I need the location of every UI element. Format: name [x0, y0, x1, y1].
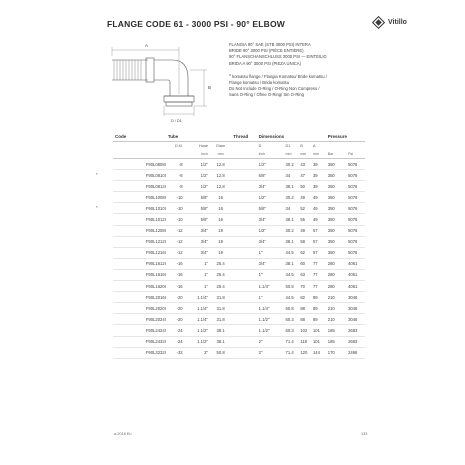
cell-hose: 3/4"	[183, 225, 208, 236]
unit-d1: mm	[286, 150, 301, 159]
cell-dn: -12	[168, 225, 183, 236]
cell-bar: 280	[328, 269, 348, 280]
komatsu-star-marker: *	[96, 171, 98, 177]
table-row	[113, 192, 365, 203]
cell-dn: -24	[168, 325, 183, 336]
cell-a: 57	[313, 225, 328, 236]
cell-hose: 1"	[183, 281, 208, 292]
cell-code: F90L1216I	[113, 247, 168, 258]
cell-d: 1/2"	[259, 225, 286, 236]
cell-a: 57	[313, 236, 328, 247]
cell-a: 39	[313, 170, 328, 181]
cell-psi: 2466	[348, 347, 365, 358]
cell-psi: 5076	[348, 192, 365, 203]
unit-a: mm	[313, 150, 328, 159]
subheader-d1: D1	[285, 144, 291, 148]
table-units-row	[113, 150, 365, 159]
header-tube: Tube	[168, 131, 183, 142]
cell-code: F90L1008I	[113, 192, 168, 203]
cell-bar: 350	[328, 181, 348, 192]
cell-d1: 38.1	[286, 214, 301, 225]
product-description	[229, 42, 327, 99]
cell-bar: 350	[328, 247, 348, 258]
cell-dn: -20	[168, 292, 183, 303]
oring-note-2: Sans O-Ring / Ohne O-Ring/ Sin O-Ring	[229, 92, 304, 98]
cell-b: 63	[300, 269, 313, 280]
komatsu-note-2: Flange komatsu / Brida komatsu	[229, 80, 290, 86]
cell-code: F90L1620I	[113, 281, 168, 292]
cell-code: F90L0808I	[113, 159, 168, 170]
desc-line: BRIDE 90° 3000 PSI (PIÈCE ENTIÈRE)	[229, 48, 304, 54]
cell-hose: 5/8"	[183, 214, 208, 225]
cell-a: 39	[313, 159, 328, 170]
cell-hose: 5/8"	[183, 203, 208, 214]
cell-d1: 38.1	[286, 258, 301, 269]
cell-b: 49	[300, 225, 313, 236]
cell-dn: -20	[168, 303, 183, 314]
cell-b: 88	[300, 303, 313, 314]
cell-diam: 31.8	[208, 303, 233, 314]
cell-code: F90L1010I	[113, 203, 168, 214]
table-row	[113, 170, 365, 181]
cell-b: 118	[300, 336, 313, 347]
cell-diam: 16	[208, 203, 233, 214]
cell-dn: -16	[168, 258, 183, 269]
cell-b: 62	[300, 247, 313, 258]
cell-psi: 3046	[348, 314, 365, 325]
unit-b: mm	[300, 150, 313, 159]
unit-psi: Psi	[348, 150, 365, 159]
cell-d1: 30.2	[286, 225, 301, 236]
cell-dn: -8	[168, 170, 183, 181]
cell-dn: -20	[168, 314, 183, 325]
cell-hose: 1"	[183, 258, 208, 269]
table-row	[113, 258, 365, 269]
table-row	[113, 347, 365, 358]
cell-code: F90L1212I	[113, 236, 168, 247]
cell-bar: 350	[328, 192, 348, 203]
desc-line: BRIDA A 90° 3000 PSI (PIEZA ÚNICA)	[229, 60, 301, 66]
page-number: 133	[361, 432, 368, 436]
cell-d: 2"	[259, 336, 286, 347]
cell-diam: 50.8	[208, 347, 233, 358]
specs-table	[113, 131, 365, 359]
cell-bar: 210	[328, 303, 348, 314]
subheader-a: A	[312, 144, 316, 148]
cell-dn: -12	[168, 236, 183, 247]
cell-diam: 25.4	[208, 281, 233, 292]
cell-b: 50	[300, 181, 313, 192]
cell-b: 58	[300, 236, 313, 247]
cell-bar: 350	[328, 225, 348, 236]
komatsu-note-text: komatsu flange / Flangia Komatsu/ Bride komatsu /	[232, 73, 327, 79]
cell-d: 1.1/2"	[259, 325, 286, 336]
cell-bar: 350	[328, 170, 348, 181]
table-header-row	[113, 131, 365, 142]
cell-bar: 185	[328, 336, 348, 347]
cell-d: 2"	[259, 347, 286, 358]
cell-psi: 5076	[348, 203, 365, 214]
cell-hose: 1.1/4"	[183, 314, 208, 325]
cell-b: 52	[300, 203, 313, 214]
cell-d1: 44.5	[286, 269, 301, 280]
cell-d1: 71.4	[286, 347, 301, 358]
desc-line: 90° FLANSCHANSCHLUSS 3000 PSI — EINTEILIG	[229, 54, 327, 60]
cell-d: 3/4"	[259, 236, 286, 247]
cell-d1: 34	[286, 203, 301, 214]
cell-d: 3/4"	[259, 258, 286, 269]
table-row	[113, 314, 365, 325]
cell-b: 70	[300, 281, 313, 292]
cell-bar: 185	[328, 325, 348, 336]
cell-a: 49	[313, 203, 328, 214]
cell-d1: 44.5	[286, 247, 301, 258]
header-code: Code	[113, 131, 168, 142]
subheader-diam: Diam	[216, 144, 226, 148]
cell-code: F90L0810I	[113, 170, 168, 181]
cell-psi: 3046	[348, 292, 365, 303]
cell-psi: 3046	[348, 303, 365, 314]
cell-d1: 34	[286, 170, 301, 181]
cell-d1: 30.2	[286, 159, 301, 170]
cell-b: 82	[300, 292, 313, 303]
cell-dn: -16	[168, 269, 183, 280]
cell-psi: 5076	[348, 225, 365, 236]
cell-code: F90L1208I	[113, 225, 168, 236]
cell-d: 1/2"	[259, 192, 286, 203]
cell-d: 1"	[259, 247, 286, 258]
cell-d: 1/2"	[259, 159, 286, 170]
cell-dn: -10	[168, 203, 183, 214]
oring-note: Do Not Include O-Ring / O-Ring Non Compreso /	[229, 86, 320, 92]
dim-label-b: B	[208, 85, 212, 90]
table-row	[113, 203, 365, 214]
cell-a: 77	[313, 281, 328, 292]
table-row	[113, 336, 365, 347]
cell-a: 89	[313, 303, 328, 314]
cell-b: 102	[300, 325, 313, 336]
cell-d1: 60.3	[286, 314, 301, 325]
header-pressure: Pressure	[328, 131, 348, 142]
cell-d1: 38.1	[286, 181, 301, 192]
cell-diam: 25.4	[208, 258, 233, 269]
cell-a: 49	[313, 214, 328, 225]
cell-hose: 1/2"	[183, 181, 208, 192]
cell-hose: 1.1/4"	[183, 303, 208, 314]
cell-bar: 350	[328, 159, 348, 170]
cell-diam: 12.8	[208, 181, 233, 192]
cell-d1: 30.2	[286, 192, 301, 203]
elbow-flange-drawing	[108, 34, 220, 130]
cell-d: 3/4"	[259, 214, 286, 225]
cell-hose: 1/2"	[183, 170, 208, 181]
dim-label-a: A	[145, 43, 149, 48]
cell-bar: 170	[328, 347, 348, 358]
table-row	[113, 236, 365, 247]
cell-hose: 3/4"	[183, 236, 208, 247]
cell-diam: 38.1	[208, 325, 233, 336]
cell-diam: 16	[208, 214, 233, 225]
cell-a: 101	[313, 325, 328, 336]
subheader-d: D	[258, 144, 262, 148]
header-dimensions: Dimensions	[259, 131, 286, 142]
cell-hose: 5/8"	[183, 192, 208, 203]
cell-code: F90L1616I	[113, 269, 168, 280]
desc-line: FLANGIA 90° SAE (STB 3000 PSI) INTERA	[229, 42, 311, 47]
vitillo-logo-icon	[372, 16, 385, 29]
brand-name: Vitillo	[388, 19, 407, 26]
cell-b: 60	[300, 258, 313, 269]
cell-bar: 350	[328, 214, 348, 225]
cell-a: 89	[313, 314, 328, 325]
cell-d: 3/4"	[259, 181, 286, 192]
cell-b: 43	[300, 159, 313, 170]
cell-diam: 12.8	[208, 159, 233, 170]
cell-b: 88	[300, 314, 313, 325]
cell-psi: 5076	[348, 159, 365, 170]
cell-a: 144	[313, 347, 328, 358]
table-subheader-row	[113, 142, 365, 151]
cell-a: 57	[313, 247, 328, 258]
table-row	[113, 281, 365, 292]
table-row	[113, 181, 365, 192]
table-row	[113, 269, 365, 280]
cell-diam: 38.1	[208, 336, 233, 347]
cell-bar: 280	[328, 281, 348, 292]
cell-hose: 1.1/2"	[183, 325, 208, 336]
table-row	[113, 292, 365, 303]
unit-d: inch	[259, 150, 286, 159]
cell-dn: -8	[168, 159, 183, 170]
table-row	[113, 159, 365, 170]
cell-d: 1.1/4"	[259, 281, 286, 292]
cell-hose: 1.1/4"	[183, 292, 208, 303]
subheader-dn: D.N.	[175, 144, 183, 148]
table-row	[113, 325, 365, 336]
cell-diam: 31.8	[208, 314, 233, 325]
cell-code: F90L2020I	[113, 303, 168, 314]
cell-d: 1.1/2"	[259, 314, 286, 325]
cell-code: F90L2016I	[113, 292, 168, 303]
cell-code: F90L1612I	[113, 258, 168, 269]
cell-psi: 5076	[348, 181, 365, 192]
cell-bar: 210	[328, 292, 348, 303]
cell-diam: 19	[208, 236, 233, 247]
cell-d: 1"	[259, 269, 286, 280]
cell-a: 77	[313, 269, 328, 280]
dim-label-d: D / D1	[171, 119, 182, 123]
header-thread: Thread	[233, 131, 258, 142]
cell-d1: 50.8	[286, 281, 301, 292]
table-row	[113, 303, 365, 314]
cell-d1: 44.5	[286, 292, 301, 303]
cell-code: F90L0812I	[113, 181, 168, 192]
cell-code: F90L2432I	[113, 336, 168, 347]
komatsu-star-marker: *	[96, 204, 98, 210]
cell-psi: 4061	[348, 281, 365, 292]
cell-diam: 25.4	[208, 269, 233, 280]
cell-dn: -32	[168, 347, 183, 358]
cell-dn: -12	[168, 247, 183, 258]
cell-hose: 1/2"	[183, 159, 208, 170]
cell-b: 47	[300, 170, 313, 181]
cell-code: F90L2024I	[113, 314, 168, 325]
cell-code: F90L1012I	[113, 214, 168, 225]
cell-d1: 71.4	[286, 336, 301, 347]
cell-d: 1.1/4"	[259, 303, 286, 314]
cell-hose: 1.1/2"	[183, 336, 208, 347]
cell-psi: 5076	[348, 214, 365, 225]
cell-d: 5/8"	[259, 170, 286, 181]
cell-bar: 210	[328, 314, 348, 325]
cell-a: 77	[313, 258, 328, 269]
unit-diam: mm	[208, 150, 233, 159]
cell-psi: 2683	[348, 325, 365, 336]
cell-a: 101	[313, 336, 328, 347]
star-marker: *	[229, 73, 231, 80]
cell-a: 39	[313, 181, 328, 192]
footer-edition: a-2016 Eu	[114, 432, 132, 436]
cell-d1: 60.3	[286, 325, 301, 336]
cell-diam: 19	[208, 247, 233, 258]
brand-logo	[372, 16, 407, 29]
subheader-hose: Hose	[199, 144, 208, 148]
cell-dn: -24	[168, 336, 183, 347]
cell-dn: -10	[168, 214, 183, 225]
cell-psi: 5076	[348, 170, 365, 181]
cell-psi: 5076	[348, 236, 365, 247]
cell-diam: 16	[208, 192, 233, 203]
unit-bar: Bar	[328, 150, 348, 159]
cell-b: 120	[300, 347, 313, 358]
page-title: FLANGE CODE 61 - 3000 PSI - 90° ELBOW	[107, 19, 286, 29]
cell-hose: 1"	[183, 269, 208, 280]
cell-bar: 280	[328, 258, 348, 269]
cell-a: 49	[313, 192, 328, 203]
cell-a: 89	[313, 292, 328, 303]
cell-diam: 12.8	[208, 170, 233, 181]
cell-b: 49	[300, 192, 313, 203]
cell-d1: 50.8	[286, 303, 301, 314]
unit-hose: Inch	[183, 150, 208, 159]
cell-b: 55	[300, 214, 313, 225]
cell-diam: 19	[208, 225, 233, 236]
cell-d1: 38.1	[286, 236, 301, 247]
cell-code: F90L3232I	[113, 347, 168, 358]
cell-psi: 4061	[348, 258, 365, 269]
cell-hose: 3/4"	[183, 247, 208, 258]
cell-diam: 31.8	[208, 292, 233, 303]
cell-d: 5/8"	[259, 203, 286, 214]
cell-hose: 2"	[183, 347, 208, 358]
cell-code: F90L2424I	[113, 325, 168, 336]
cell-dn: -8	[168, 181, 183, 192]
cell-psi: 2683	[348, 336, 365, 347]
cell-bar: 350	[328, 203, 348, 214]
cell-dn: -16	[168, 281, 183, 292]
cell-psi: 4061	[348, 269, 365, 280]
table-row	[113, 247, 365, 258]
cell-dn: -10	[168, 192, 183, 203]
cell-d: 1"	[259, 292, 286, 303]
cell-bar: 350	[328, 236, 348, 247]
table-row	[113, 225, 365, 236]
subheader-b: B	[300, 144, 303, 148]
table-row	[113, 214, 365, 225]
cell-psi: 5076	[348, 247, 365, 258]
